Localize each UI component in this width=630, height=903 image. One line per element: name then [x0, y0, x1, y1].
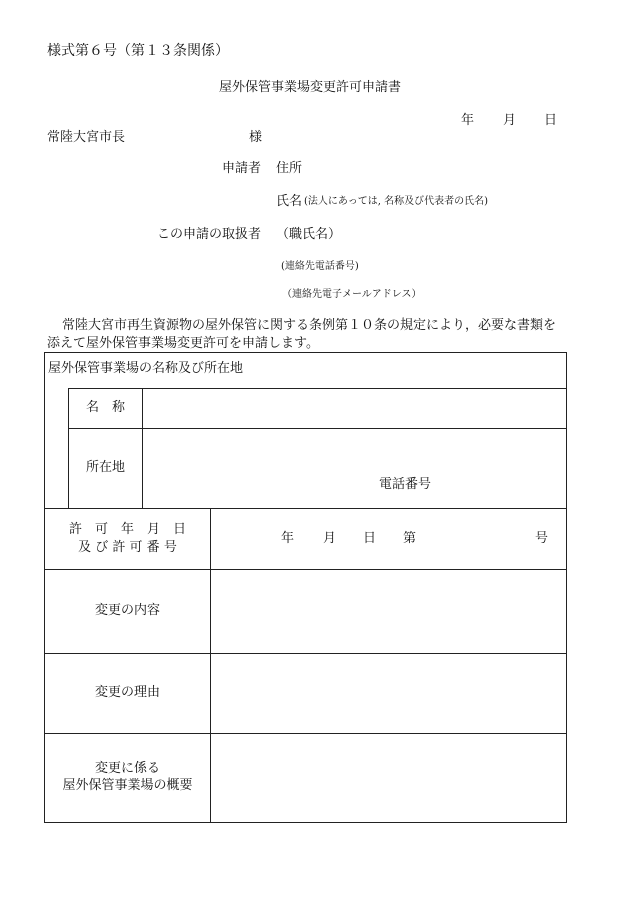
phone-label: 電話番号 — [379, 477, 432, 492]
location-field[interactable] — [143, 429, 566, 474]
handler-title-name: （職氏名） — [276, 227, 342, 242]
body-text-line2: 添えて屋外保管事業場変更許可を申請します。 — [47, 336, 319, 351]
permit-day: 日 — [363, 531, 377, 546]
handler-email: （連絡先電子メールアドレス） — [282, 289, 422, 300]
date-day: 日 — [544, 113, 558, 128]
body-text-line1: 常陸大宮市再生資源物の屋外保管に関する条例第１０条の規定により，必要な書類を — [62, 318, 557, 333]
overview-label-line2: 屋外保管事業場の概要 — [62, 778, 193, 793]
overview-label-line1: 変更に係る — [94, 761, 160, 776]
form-number: 様式第６号（第１３条関係） — [47, 43, 229, 59]
applicant-name-label: 氏名 — [276, 194, 303, 209]
change-reason-field[interactable] — [211, 654, 566, 733]
change-reason-label: 変更の理由 — [94, 685, 160, 700]
permit-label-line2: 及 び 許 可 番 号 — [78, 540, 177, 555]
applicant-label: 申請者 — [222, 161, 262, 176]
permit-go: 号 — [535, 531, 549, 546]
handler-label: この申請の取扱者 — [157, 227, 262, 242]
name-label: 名 称 — [85, 400, 125, 415]
handler-phone: (連絡先電話番号) — [281, 261, 359, 272]
section-header: 屋外保管事業場の名称及び所在地 — [48, 361, 244, 376]
permit-month: 月 — [323, 531, 337, 546]
location-label: 所在地 — [85, 460, 125, 475]
name-field[interactable] — [143, 389, 566, 428]
addressee-name: 常陸大宮市長 — [47, 130, 126, 145]
change-content-label: 変更の内容 — [94, 603, 160, 618]
date-year: 年 — [461, 113, 475, 128]
form-title: 屋外保管事業場変更許可申請書 — [219, 80, 402, 95]
permit-dai: 第 — [403, 531, 417, 546]
overview-field[interactable] — [211, 734, 566, 822]
applicant-address-label: 住所 — [276, 161, 303, 176]
addressee-honorific: 様 — [249, 130, 263, 145]
permit-label-line1: 許 可 年 月 日 — [68, 522, 186, 537]
date-month: 月 — [503, 113, 517, 128]
applicant-name-note: (法人にあっては, 名称及び代表者の氏名) — [304, 196, 489, 207]
change-content-field[interactable] — [211, 570, 566, 653]
permit-year: 年 — [281, 531, 295, 546]
